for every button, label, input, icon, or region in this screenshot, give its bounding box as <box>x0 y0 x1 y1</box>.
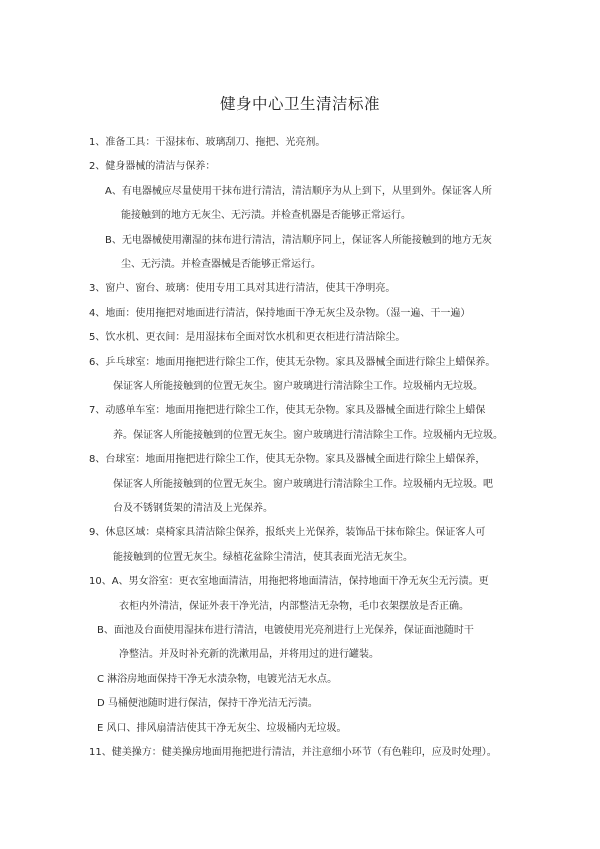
text-line: A、有电器械应尽量使用干抹布进行清洁，清洁顺序为从上到下，从里到外。保证客人所 <box>105 186 492 197</box>
text-line: 能接触到的位置无灰尘。绿植花盆除尘清洁，使其表面光洁无灰尘。 <box>113 552 413 563</box>
text-line: 衣柜内外清洁，保证外表干净光洁，内部整洁无杂物，毛巾衣架摆放是否正确。 <box>119 601 469 612</box>
text-line: B、面池及台面使用湿抹布进行清洁，电镀使用光亮剂进行上光保养，保证面池随时干 <box>97 625 474 636</box>
text-line: 2、健身器械的清洁与保养： <box>89 161 216 172</box>
text-line: 净整洁。并及时补充新的洗漱用品，并将用过的进行罐装。 <box>119 649 379 660</box>
text-line: 保证客人所能接触到的位置无灰尘。窗户玻璃进行清洁除尘工作。垃圾桶内无垃圾。 <box>113 381 483 392</box>
text-line: 1、准备工具：干湿抹布、玻璃刮刀、拖把、光亮剂。 <box>89 137 326 148</box>
text-line: E 风口、排风扇清洁使其干净无灰尘、垃圾桶内无垃圾。 <box>97 723 347 734</box>
text-line: 养。保证客人所能接触到的位置无灰尘。窗户玻璃进行清洁除尘工作。垃圾桶内无垃圾。 <box>113 430 503 441</box>
text-line: 6、乒乓球室：地面用拖把进行除尘工作，使其无杂物。家具及器械全面进行除尘上蜡保养。 <box>89 357 496 368</box>
text-line: 5、饮水机、更衣间：是用湿抹布全面对饮水机和更衣柜进行清洁除尘。 <box>89 332 406 343</box>
text-line: 8、台球室：地面用拖把进行除尘工作，使其无杂物。家具及器械全面进行除尘上蜡保养， <box>89 454 486 465</box>
text-line: 尘、无污渍。并检查器械是否能够正常运行。 <box>121 259 321 270</box>
text-line: 9、休息区域：桌椅家具清洁除尘保养，报纸夹上光保养，装饰品干抹布除尘。保证客人可 <box>89 527 486 538</box>
text-line: 11、健美操方：健美操房地面用拖把进行清洁，并注意细小环节（有色鞋印，应及时处理）。 <box>89 747 497 758</box>
page-title: 健身中心卫生清洁标准 <box>219 95 380 113</box>
text-line: 台及不锈钢货架的清洁及上光保养。 <box>113 503 273 514</box>
text-line: 保证客人所能接触到的位置无灰尘。窗户玻璃进行清洁除尘工作。垃圾桶内无垃圾。吧 <box>113 479 493 490</box>
text-line: B、无电器械使用潮湿的抹布进行清洁，清洁顺序同上，保证客人所能接触到的地方无灰 <box>105 235 492 246</box>
text-line: 10、A、男女浴室：更衣室地面清洁，用拖把将地面清洁，保持地面干净无灰尘无污渍。更 <box>89 576 489 587</box>
text-line: 3、窗户、窗台、玻璃：使用专用工具对其进行清洁，使其干净明亮。 <box>89 283 396 294</box>
text-line: 4、地面：使用拖把对地面进行清洁，保持地面干净无灰尘及杂物。（湿一遍、干一遍） <box>89 308 471 319</box>
text-line: 7、动感单车室：地面用拖把进行除尘工作，使其无杂物。家具及器械全面进行除尘上蜡保 <box>89 405 486 416</box>
text-line: 能接触到的地方无灰尘、无污渍。并检查机器是否能够正常运行。 <box>121 210 411 221</box>
text-line: D 马桶便池随时进行保洁，保持干净光洁无污渍。 <box>97 698 318 709</box>
text-line: C 淋浴房地面保持干净无水渍杂物，电镀光洁无水点。 <box>97 674 338 685</box>
